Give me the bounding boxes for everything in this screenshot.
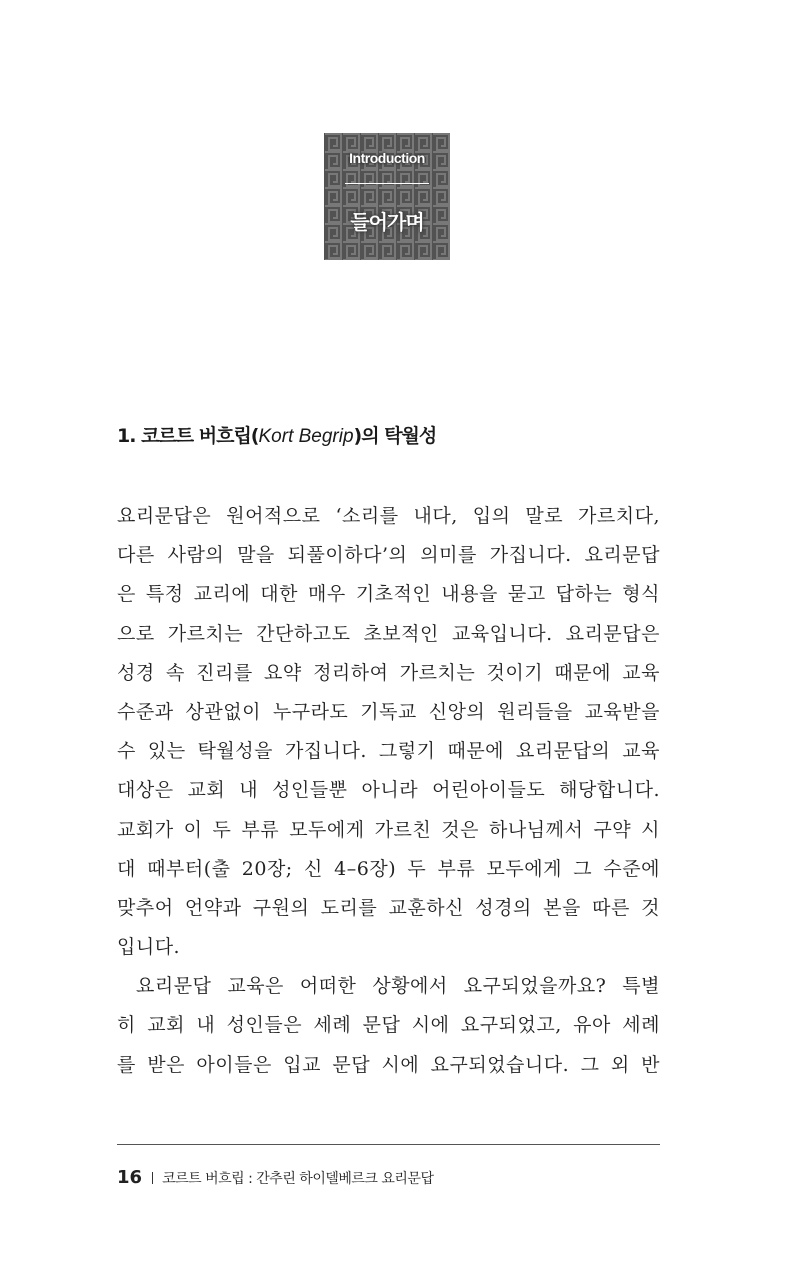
body-line: 대 때부터(출 20장; 신 4–6장) 두 부류 모두에게 그 수준에 bbox=[117, 857, 660, 880]
body-line: 수준과 상관없이 누구라도 기독교 신앙의 원리들을 교육받을 bbox=[117, 700, 660, 723]
body-line: 대상은 교회 내 성인들뿐 아니라 어린아이들도 해당합니다. bbox=[117, 779, 660, 802]
footer-separator bbox=[152, 1172, 153, 1184]
body-line: 은 특정 교리에 대한 매우 기초적인 내용을 묻고 답하는 형식 bbox=[117, 583, 660, 606]
section-number: 1. bbox=[117, 425, 136, 447]
body-line: 성경 속 진리를 요약 정리하여 가르치는 것이기 때문에 교육 bbox=[117, 661, 660, 684]
section-title-after: )의 탁월성 bbox=[353, 425, 437, 447]
body-line: 를 받은 아이들은 입교 문답 시에 요구되었습니다. 그 외 반 bbox=[117, 1053, 660, 1076]
emblem-divider bbox=[345, 183, 429, 184]
page-footer bbox=[117, 1167, 434, 1188]
body-line: 다른 사람의 말을 되풀이하다’의 의미를 가집니다. 요리문답 bbox=[117, 544, 660, 567]
page-number: 16 bbox=[117, 1167, 143, 1188]
body-line: 요리문답 교육은 어떠한 상황에서 요구되었을까요? 특별 bbox=[136, 975, 660, 998]
emblem-label-ko: 들어가며 bbox=[350, 210, 424, 234]
section-title-before: 코르트 버흐립( bbox=[135, 425, 259, 447]
running-title: 코르트 버흐립 : 간추린 하이델베르크 요리문답 bbox=[162, 1171, 434, 1187]
emblem-label-en: Introduction bbox=[349, 150, 425, 166]
section-title-latin: Kort Begrip bbox=[258, 426, 354, 447]
chapter-emblem bbox=[324, 133, 450, 260]
section-heading bbox=[117, 421, 677, 448]
body-line: 히 교회 내 성인들은 세례 문답 시에 요구되었고, 유아 세례 bbox=[117, 1014, 660, 1037]
body-line: 입니다. bbox=[117, 936, 181, 959]
footer-divider bbox=[117, 1144, 660, 1145]
body-line: 맞추어 언약과 구원의 도리를 교훈하신 성경의 본을 따른 것 bbox=[117, 896, 660, 919]
body-text bbox=[117, 497, 660, 1085]
body-line: 으로 가르치는 간단하고도 초보적인 교육입니다. 요리문답은 bbox=[117, 622, 660, 645]
body-line: 수 있는 탁월성을 가집니다. 그렇기 때문에 요리문답의 교육 bbox=[117, 740, 660, 763]
body-line: 요리문답은 원어적으로 ‘소리를 내다, 입의 말로 가르치다, bbox=[117, 505, 660, 527]
body-line: 교회가 이 두 부류 모두에게 가르친 것은 하나님께서 구약 시 bbox=[117, 818, 660, 841]
